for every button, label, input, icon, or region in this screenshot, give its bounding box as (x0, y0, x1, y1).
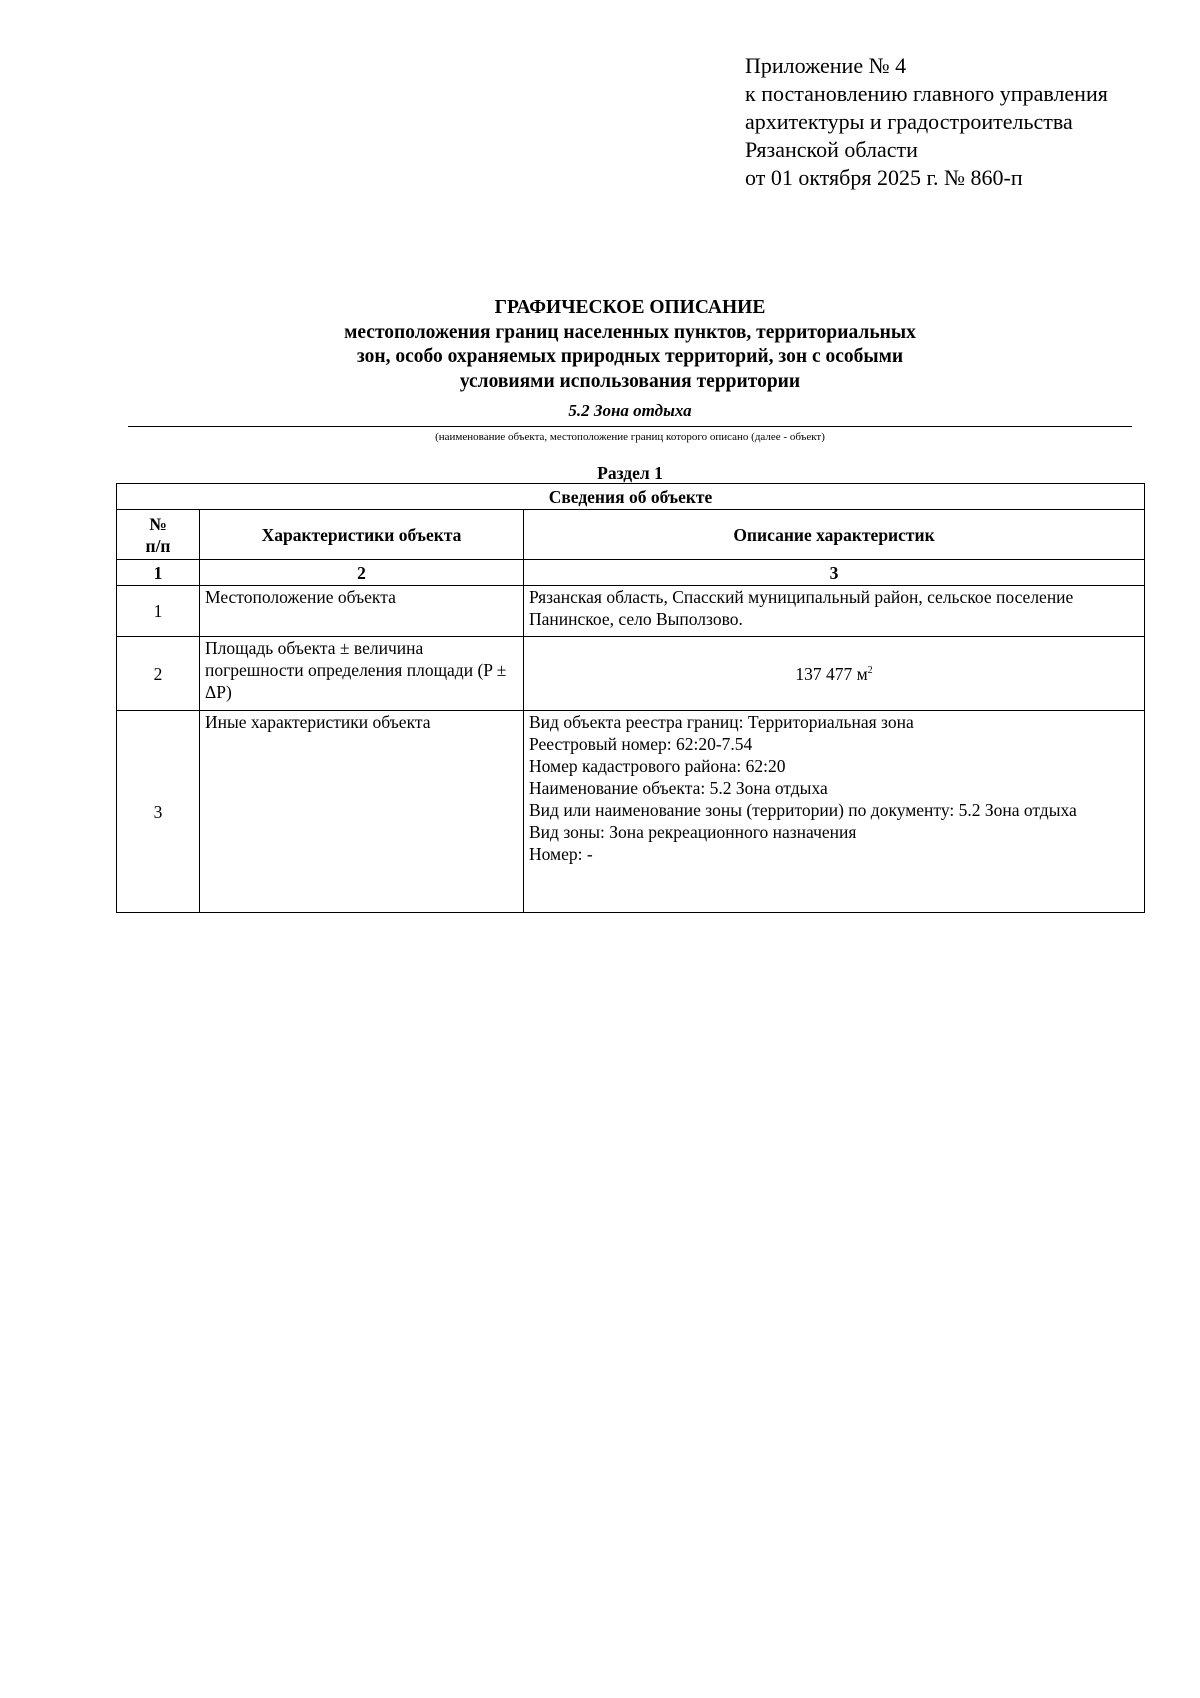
header-description: Описание характеристик (524, 510, 1145, 560)
object-name: 5.2 Зона отдыха (568, 401, 692, 420)
column-number: 3 (524, 560, 1145, 586)
row-number: 2 (117, 637, 200, 711)
description-line: Номер: - (529, 844, 593, 864)
description-line: Реестровый номер: 62:20-7.54 (529, 734, 753, 754)
document-title (128, 296, 1132, 394)
row-characteristic: Площадь объекта ± величина погрешности определения площади (P ± ΔP) (200, 637, 524, 711)
appendix-header (745, 52, 1175, 192)
row-description (524, 711, 1145, 913)
object-name-underline (128, 426, 1132, 427)
column-number: 1 (117, 560, 200, 586)
header-num-line2: п/п (145, 535, 171, 556)
appendix-line: к постановлению главного управления (745, 81, 1108, 106)
object-name-caption: (наименование объекта, местоположение границ которого описано (далее - объект) (435, 431, 825, 443)
header-num-line1: № (149, 513, 167, 534)
title-subtitle-line: условиями использования территории (459, 370, 801, 392)
table-caption-row (117, 484, 1145, 510)
description-line: Вид или наименование зоны (территории) по документу: 5.2 Зона отдыха (529, 800, 1077, 820)
title-main: ГРАФИЧЕСКОЕ ОПИСАНИЕ (494, 297, 766, 318)
table-row (117, 711, 1145, 913)
header-num (117, 510, 200, 560)
description-line: Номер кадастрового района: 62:20 (529, 756, 786, 776)
appendix-line: Рязанской области (745, 137, 918, 162)
appendix-line: Приложение № 4 (745, 53, 907, 78)
description-line: Наименование объекта: 5.2 Зона отдыха (529, 778, 828, 798)
appendix-line: от 01 октября 2025 г. № 860-п (745, 165, 1023, 190)
row-characteristic: Иные характеристики объекта (200, 711, 524, 913)
area-unit-superscript: 2 (867, 664, 873, 676)
table-row (117, 586, 1145, 637)
table-header-row (117, 510, 1145, 560)
area-value-cell (524, 637, 1145, 711)
title-subtitle-line: зон, особо охраняемых природных территорий, зон с особыми (356, 346, 904, 367)
row-characteristic: Местоположение объекта (200, 586, 524, 637)
column-number-row (117, 560, 1145, 586)
object-info-table (116, 483, 1145, 913)
column-number: 2 (200, 560, 524, 586)
section-title: Раздел 1 (597, 463, 663, 483)
area-value: 137 477 м (795, 663, 868, 684)
description-line: Вид зоны: Зона рекреационного назначения (529, 822, 857, 842)
row-description: Рязанская область, Спасский муниципальный район, сельское поселение Панинское, село Выползово. (524, 586, 1145, 637)
description-line: Вид объекта реестра границ: Территориальная зона (529, 712, 914, 732)
table-caption: Сведения об объекте (117, 484, 1145, 510)
title-subtitle-line: местоположения границ населенных пунктов, территориальных (344, 321, 916, 343)
row-number: 3 (117, 711, 200, 913)
header-characteristics: Характеристики объекта (200, 510, 524, 560)
row-number: 1 (117, 586, 200, 637)
appendix-line: архитектуры и градостроительства (745, 109, 1073, 134)
table-row (117, 637, 1145, 711)
